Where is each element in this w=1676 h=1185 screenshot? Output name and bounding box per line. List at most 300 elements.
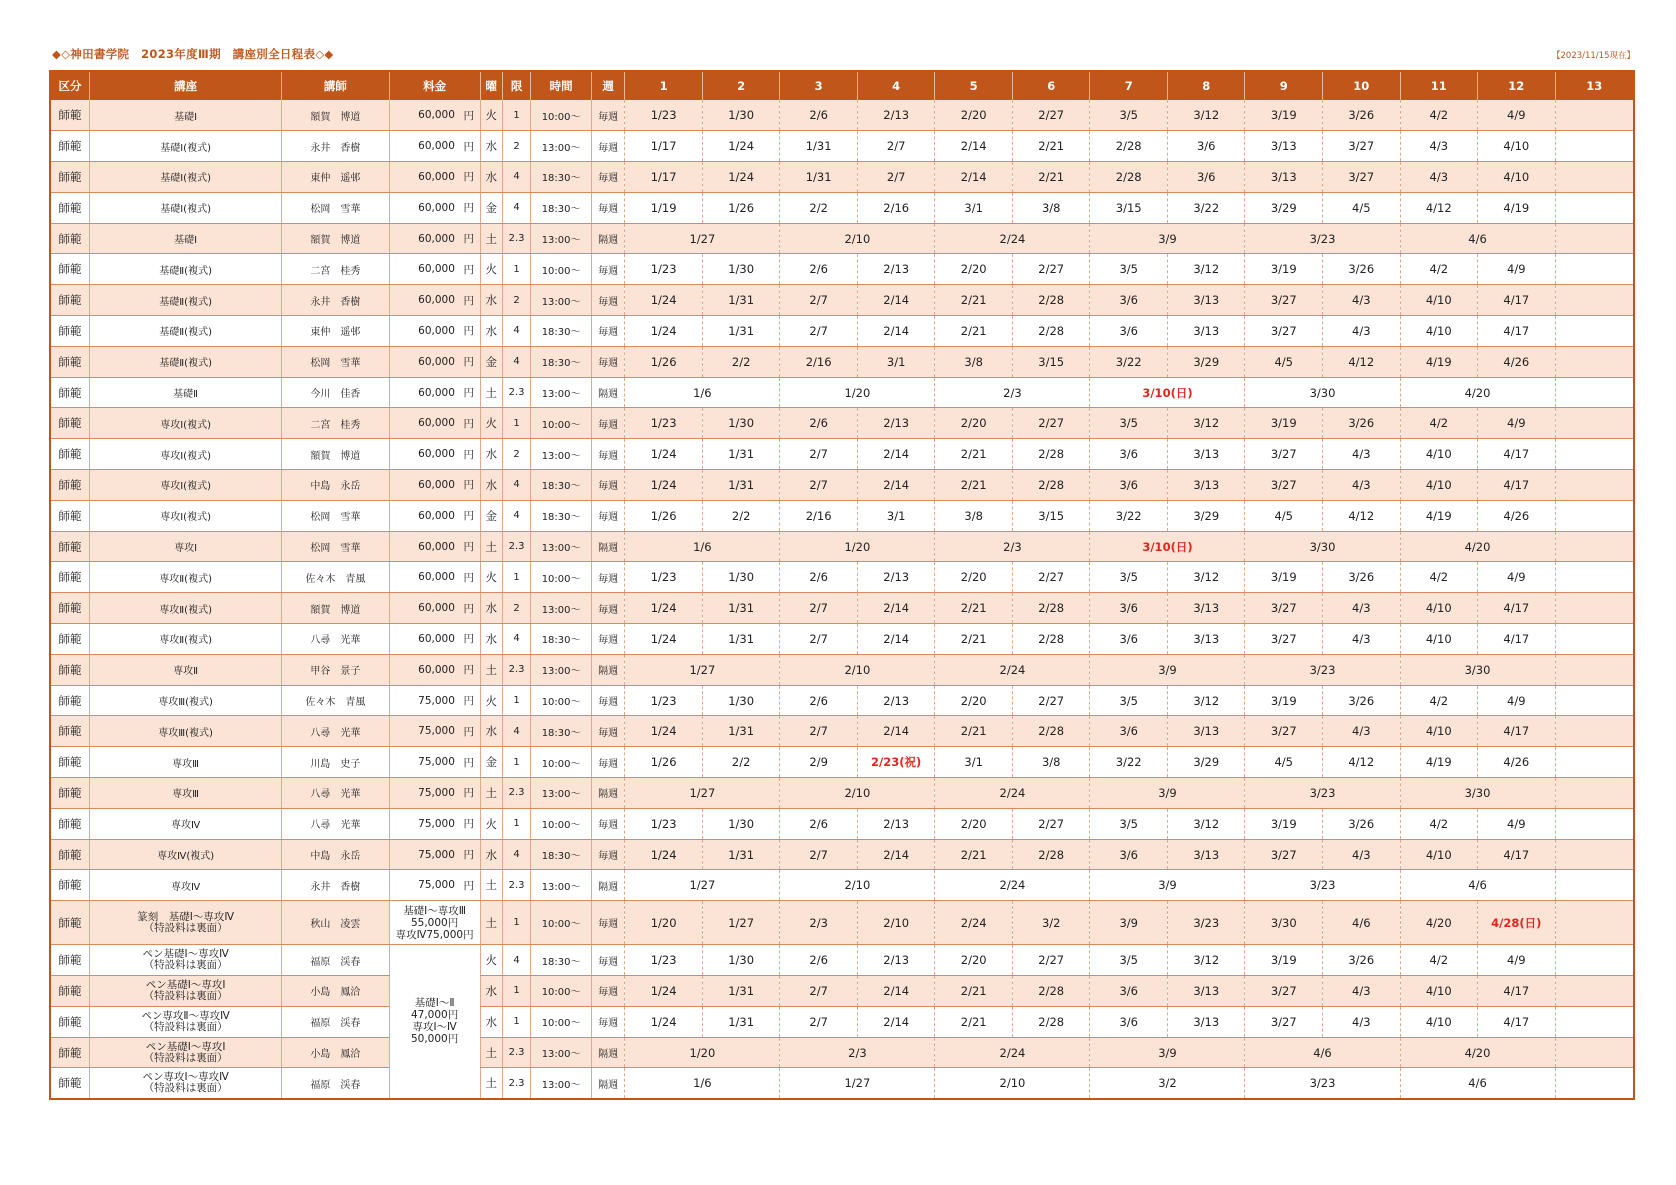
time-cell: 13:00～ <box>531 870 592 901</box>
table-row <box>50 593 1634 624</box>
category-cell: 師範 <box>50 870 89 901</box>
date-cell: 3/19 <box>1245 685 1323 716</box>
fee-cell <box>389 901 480 945</box>
column-header: 曜 <box>480 71 502 100</box>
period-cell: 4 <box>502 316 530 347</box>
date-cell: 2/27 <box>1012 100 1090 131</box>
time-cell: 13:00～ <box>531 439 592 470</box>
course-cell: 基礎Ⅰ(複式) <box>89 162 281 193</box>
date-cell <box>1555 223 1634 254</box>
teacher-cell: 松岡 雪華 <box>282 346 389 377</box>
teacher-cell: 額賀 博道 <box>282 100 389 131</box>
date-cell: 4/10 <box>1400 839 1478 870</box>
course-cell: 基礎Ⅰ(複式) <box>89 131 281 162</box>
time-cell: 18:30～ <box>531 162 592 193</box>
date-cell <box>1555 531 1634 562</box>
date-cell: 4/19 <box>1400 500 1478 531</box>
fee-cell: 60,000 <box>389 223 458 254</box>
date-cell: 1/24 <box>625 439 703 470</box>
frequency-cell: 毎週 <box>591 470 624 501</box>
date-cell: 4/5 <box>1245 500 1323 531</box>
fee-cell: 60,000 <box>389 346 458 377</box>
course-note: （特設料は裏面） <box>143 1020 228 1033</box>
date-cell: 3/2 <box>1012 901 1090 945</box>
date-cell: 2/14 <box>857 1006 935 1037</box>
time-cell: 18:30～ <box>531 192 592 223</box>
date-cell: 4/3 <box>1323 976 1401 1007</box>
date-cell: 3/27 <box>1323 131 1401 162</box>
teacher-cell: 今川 佳香 <box>282 377 389 408</box>
date-cell: 4/10 <box>1400 976 1478 1007</box>
date-cell: 2/21 <box>1012 162 1090 193</box>
period-cell: 4 <box>502 839 530 870</box>
date-cell: 3/13 <box>1167 1006 1245 1037</box>
date-cell: 4/9 <box>1478 100 1556 131</box>
date-cell: 4/9 <box>1478 945 1556 976</box>
teacher-cell: 福原 渓春 <box>282 1068 389 1099</box>
frequency-cell: 毎週 <box>591 945 624 976</box>
period-cell: 4 <box>502 500 530 531</box>
date-cell: 2/27 <box>1012 562 1090 593</box>
period-cell: 1 <box>502 808 530 839</box>
column-header: 4 <box>857 71 935 100</box>
date-cell: 3/6 <box>1090 593 1168 624</box>
course-note: （特設料は裏面） <box>143 959 228 972</box>
date-cell: 3/13 <box>1167 624 1245 655</box>
date-cell: 1/30 <box>702 685 780 716</box>
fee-cell: 60,000 <box>389 408 458 439</box>
date-cell: 3/12 <box>1167 808 1245 839</box>
period-cell: 2.3 <box>502 778 530 809</box>
category-cell: 師範 <box>50 593 89 624</box>
teacher-cell: 東仲 遥邨 <box>282 316 389 347</box>
date-cell: 1/27 <box>625 778 780 809</box>
date-cell: 4/17 <box>1478 285 1556 316</box>
frequency-cell: 毎週 <box>591 839 624 870</box>
fee-cell: 60,000 <box>389 377 458 408</box>
weekday-cell: 土 <box>480 870 502 901</box>
date-cell: 4/26 <box>1478 346 1556 377</box>
category-cell: 師範 <box>50 839 89 870</box>
date-cell: 3/30 <box>1400 654 1555 685</box>
date-cell: 2/3 <box>935 377 1090 408</box>
date-cell: 1/31 <box>702 593 780 624</box>
date-cell: 4/5 <box>1245 747 1323 778</box>
frequency-cell: 毎週 <box>591 346 624 377</box>
category-cell: 師範 <box>50 162 89 193</box>
date-cell: 2/24 <box>935 223 1090 254</box>
fee-line: 55,000円 <box>410 916 459 929</box>
date-cell: 1/31 <box>702 624 780 655</box>
date-cell: 2/7 <box>780 839 858 870</box>
time-cell: 13:00～ <box>531 285 592 316</box>
date-cell: 2/7 <box>780 624 858 655</box>
weekday-cell: 水 <box>480 316 502 347</box>
teacher-cell: 佐々木 青風 <box>282 562 389 593</box>
category-cell: 師範 <box>50 408 89 439</box>
weekday-cell: 土 <box>480 377 502 408</box>
date-cell <box>1555 377 1634 408</box>
weekday-cell: 火 <box>480 945 502 976</box>
date-cell: 1/24 <box>625 839 703 870</box>
date-cell: 3/22 <box>1090 747 1168 778</box>
table-row <box>50 654 1634 685</box>
date-cell: 3/2 <box>1090 1068 1245 1099</box>
column-header: 6 <box>1012 71 1090 100</box>
table-row <box>50 500 1634 531</box>
fee-cell: 60,000 <box>389 316 458 347</box>
table-row <box>50 1006 1634 1037</box>
course-cell: 基礎Ⅱ(複式) <box>89 285 281 316</box>
date-cell: 1/26 <box>625 346 703 377</box>
fee-cell: 60,000 <box>389 470 458 501</box>
frequency-cell: 毎週 <box>591 808 624 839</box>
weekday-cell: 火 <box>480 562 502 593</box>
date-cell: 3/8 <box>1012 747 1090 778</box>
date-cell: 1/31 <box>780 131 858 162</box>
date-cell <box>1555 562 1634 593</box>
column-header: 週 <box>591 71 624 100</box>
weekday-cell: 火 <box>480 254 502 285</box>
table-row <box>50 945 1634 976</box>
date-cell: 4/3 <box>1323 439 1401 470</box>
frequency-cell: 毎週 <box>591 976 624 1007</box>
date-cell: 3/5 <box>1090 808 1168 839</box>
date-cell: 3/6 <box>1090 285 1168 316</box>
fee-cell: 75,000 <box>389 685 458 716</box>
date-cell: 1/23 <box>625 408 703 439</box>
period-cell: 2 <box>502 439 530 470</box>
date-cell: 1/24 <box>625 470 703 501</box>
column-header: 講師 <box>282 71 389 100</box>
date-cell: 1/30 <box>702 408 780 439</box>
date-cell: 3/12 <box>1167 685 1245 716</box>
fee-unit-cell: 円 <box>458 839 480 870</box>
course-cell <box>89 976 281 1007</box>
date-cell: 2/6 <box>780 808 858 839</box>
date-cell: 1/24 <box>625 716 703 747</box>
date-cell <box>1555 316 1634 347</box>
period-cell: 4 <box>502 716 530 747</box>
fee-cell: 60,000 <box>389 254 458 285</box>
date-cell: 1/17 <box>625 131 703 162</box>
date-cell: 1/20 <box>625 1037 780 1068</box>
date-cell: 3/13 <box>1167 976 1245 1007</box>
fee-unit-cell: 円 <box>458 624 480 655</box>
date-cell: 2/21 <box>1012 131 1090 162</box>
date-cell: 4/5 <box>1323 192 1401 223</box>
date-cell: 3/12 <box>1167 562 1245 593</box>
date-cell: 2/28 <box>1012 470 1090 501</box>
frequency-cell: 毎週 <box>591 254 624 285</box>
course-name: ペン専攻Ⅰ～専攻Ⅳ <box>142 1071 229 1084</box>
date-cell: 3/6 <box>1090 624 1168 655</box>
date-cell: 2/20 <box>935 408 1013 439</box>
period-cell: 1 <box>502 408 530 439</box>
category-cell: 師範 <box>50 470 89 501</box>
time-cell: 10:00～ <box>531 408 592 439</box>
as-of-date: 【2023/11/15現在】 <box>1552 51 1635 61</box>
period-cell: 2 <box>502 593 530 624</box>
time-cell: 18:30～ <box>531 500 592 531</box>
date-cell: 3/13 <box>1167 470 1245 501</box>
date-cell: 1/23 <box>625 254 703 285</box>
date-cell: 4/3 <box>1400 131 1478 162</box>
fee-cell: 75,000 <box>389 747 458 778</box>
date-cell: 1/23 <box>625 808 703 839</box>
date-cell: 3/8 <box>935 346 1013 377</box>
date-cell: 3/27 <box>1245 976 1323 1007</box>
date-cell: 3/6 <box>1090 839 1168 870</box>
weekday-cell: 水 <box>480 624 502 655</box>
date-cell: 2/14 <box>857 470 935 501</box>
date-cell: 1/19 <box>625 192 703 223</box>
date-cell: 2/20 <box>935 808 1013 839</box>
date-cell <box>1555 285 1634 316</box>
date-cell: 3/23 <box>1245 1068 1400 1099</box>
teacher-cell: 永井 香樹 <box>282 870 389 901</box>
time-cell: 10:00～ <box>531 685 592 716</box>
category-cell: 師範 <box>50 377 89 408</box>
course-cell: 専攻Ⅲ(複式) <box>89 716 281 747</box>
date-cell: 4/9 <box>1478 562 1556 593</box>
date-cell <box>1555 976 1634 1007</box>
fee-unit-cell: 円 <box>458 685 480 716</box>
date-cell: 2/7 <box>857 162 935 193</box>
date-cell: 4/26 <box>1478 500 1556 531</box>
date-cell: 3/13 <box>1167 439 1245 470</box>
date-cell: 1/24 <box>625 1006 703 1037</box>
fee-cell: 75,000 <box>389 808 458 839</box>
course-cell <box>89 1037 281 1068</box>
date-cell: 3/13 <box>1167 839 1245 870</box>
date-cell: 4/6 <box>1400 223 1555 254</box>
date-cell: 3/26 <box>1323 945 1401 976</box>
category-cell: 師範 <box>50 945 89 976</box>
date-cell: 3/12 <box>1167 408 1245 439</box>
weekday-cell: 水 <box>480 716 502 747</box>
date-cell: 3/30 <box>1245 377 1400 408</box>
date-cell <box>1555 901 1634 945</box>
fee-unit-cell: 円 <box>458 285 480 316</box>
date-cell: 4/2 <box>1400 408 1478 439</box>
course-cell: 専攻Ⅳ(複式) <box>89 839 281 870</box>
teacher-cell: 松岡 雪華 <box>282 192 389 223</box>
teacher-cell: 東仲 遥邨 <box>282 162 389 193</box>
time-cell: 18:30～ <box>531 624 592 655</box>
date-cell: 4/3 <box>1323 624 1401 655</box>
column-header: 11 <box>1400 71 1478 100</box>
date-cell: 3/23 <box>1245 223 1400 254</box>
date-cell <box>1555 470 1634 501</box>
date-cell: 4/17 <box>1478 316 1556 347</box>
date-cell: 2/9 <box>780 747 858 778</box>
weekday-cell: 水 <box>480 162 502 193</box>
date-cell: 3/19 <box>1245 100 1323 131</box>
category-cell: 師範 <box>50 192 89 223</box>
course-cell: 基礎Ⅱ(複式) <box>89 316 281 347</box>
date-cell: 3/6 <box>1090 1006 1168 1037</box>
course-cell: 基礎Ⅰ(複式) <box>89 192 281 223</box>
table-row <box>50 901 1634 945</box>
teacher-cell: 松岡 雪華 <box>282 531 389 562</box>
date-cell: 4/19 <box>1400 747 1478 778</box>
date-cell: 2/13 <box>857 100 935 131</box>
date-cell: 3/23 <box>1245 778 1400 809</box>
date-cell: 1/27 <box>780 1068 935 1099</box>
date-cell: 3/6 <box>1167 131 1245 162</box>
weekday-cell: 水 <box>480 976 502 1007</box>
frequency-cell: 隔週 <box>591 223 624 254</box>
date-cell: 4/12 <box>1323 346 1401 377</box>
table-row <box>50 223 1634 254</box>
weekday-cell: 火 <box>480 685 502 716</box>
date-cell: 3/5 <box>1090 254 1168 285</box>
date-cell: 3/5 <box>1090 408 1168 439</box>
frequency-cell: 毎週 <box>591 1006 624 1037</box>
time-cell: 13:00～ <box>531 223 592 254</box>
date-cell: 2/20 <box>935 562 1013 593</box>
date-cell: 4/9 <box>1478 254 1556 285</box>
date-cell <box>1555 1068 1634 1099</box>
time-cell: 10:00～ <box>531 562 592 593</box>
time-cell: 13:00～ <box>531 654 592 685</box>
fee-cell: 75,000 <box>389 778 458 809</box>
date-cell: 3/19 <box>1245 254 1323 285</box>
date-cell: 3/13 <box>1167 593 1245 624</box>
header-row <box>50 71 1634 100</box>
fee-cell: 60,000 <box>389 654 458 685</box>
date-cell: 1/30 <box>702 562 780 593</box>
time-cell: 10:00～ <box>531 254 592 285</box>
date-cell: 2/14 <box>857 839 935 870</box>
date-cell: 2/13 <box>857 408 935 439</box>
date-cell: 2/2 <box>702 500 780 531</box>
course-name: ペン基礎Ⅰ～専攻Ⅳ <box>142 948 229 961</box>
course-cell: 基礎Ⅱ <box>89 377 281 408</box>
frequency-cell: 毎週 <box>591 716 624 747</box>
pen-fee-cell <box>389 945 480 1099</box>
course-note: （特設料は裏面） <box>143 1082 228 1095</box>
course-cell: 専攻Ⅳ <box>89 808 281 839</box>
date-cell: 1/24 <box>702 162 780 193</box>
course-cell <box>89 901 281 945</box>
weekday-cell: 火 <box>480 100 502 131</box>
date-cell: 2/2 <box>702 747 780 778</box>
category-cell: 師範 <box>50 716 89 747</box>
table-row <box>50 470 1634 501</box>
date-cell: 3/27 <box>1323 162 1401 193</box>
weekday-cell: 土 <box>480 654 502 685</box>
fee-cell: 75,000 <box>389 716 458 747</box>
frequency-cell: 毎週 <box>591 100 624 131</box>
weekday-cell: 金 <box>480 192 502 223</box>
date-cell: 4/3 <box>1323 316 1401 347</box>
fee-unit-cell: 円 <box>458 808 480 839</box>
date-cell: 3/19 <box>1245 408 1323 439</box>
frequency-cell: 毎週 <box>591 747 624 778</box>
category-cell: 師範 <box>50 254 89 285</box>
frequency-cell: 毎週 <box>591 285 624 316</box>
date-cell: 3/9 <box>1090 778 1245 809</box>
date-cell: 2/7 <box>780 439 858 470</box>
date-cell: 2/13 <box>857 945 935 976</box>
time-cell: 10:00～ <box>531 747 592 778</box>
date-cell: 4/17 <box>1478 470 1556 501</box>
date-cell: 1/24 <box>625 316 703 347</box>
date-cell: 4/2 <box>1400 254 1478 285</box>
date-cell: 2/10 <box>780 654 935 685</box>
teacher-cell: 永井 香樹 <box>282 131 389 162</box>
course-cell: 専攻Ⅱ(複式) <box>89 624 281 655</box>
date-cell: 3/12 <box>1167 254 1245 285</box>
date-cell: 3/27 <box>1245 470 1323 501</box>
date-cell <box>1555 346 1634 377</box>
date-cell: 1/23 <box>625 562 703 593</box>
period-cell: 2.3 <box>502 870 530 901</box>
table-row <box>50 192 1634 223</box>
date-cell: 1/23 <box>625 685 703 716</box>
date-cell: 3/29 <box>1167 346 1245 377</box>
category-cell: 師範 <box>50 285 89 316</box>
date-cell: 2/27 <box>1012 254 1090 285</box>
table-row <box>50 976 1634 1007</box>
course-name: ペン基礎Ⅰ～専攻Ⅰ <box>145 1040 226 1053</box>
date-cell: 3/13 <box>1167 316 1245 347</box>
date-cell: 4/12 <box>1323 500 1401 531</box>
course-cell: 専攻Ⅰ(複式) <box>89 470 281 501</box>
frequency-cell: 隔週 <box>591 531 624 562</box>
time-cell: 13:00～ <box>531 377 592 408</box>
weekday-cell: 土 <box>480 901 502 945</box>
date-cell: 3/26 <box>1323 562 1401 593</box>
date-cell: 2/24 <box>935 778 1090 809</box>
date-cell: 3/5 <box>1090 685 1168 716</box>
fee-line: 専攻Ⅳ75,000円 <box>395 928 474 941</box>
period-cell: 2.3 <box>502 223 530 254</box>
date-cell: 1/30 <box>702 945 780 976</box>
date-cell: 4/10 <box>1400 285 1478 316</box>
period-cell: 1 <box>502 254 530 285</box>
fee-cell: 75,000 <box>389 870 458 901</box>
category-cell: 師範 <box>50 624 89 655</box>
date-cell: 4/2 <box>1400 685 1478 716</box>
date-cell: 1/31 <box>702 470 780 501</box>
date-cell <box>1555 945 1634 976</box>
date-cell: 4/9 <box>1478 808 1556 839</box>
fee-cell: 60,000 <box>389 439 458 470</box>
time-cell: 10:00～ <box>531 1006 592 1037</box>
date-cell: 1/6 <box>625 531 780 562</box>
period-cell: 4 <box>502 624 530 655</box>
date-cell: 2/28 <box>1012 716 1090 747</box>
date-cell: 3/23 <box>1245 870 1400 901</box>
weekday-cell: 水 <box>480 285 502 316</box>
date-cell: 4/12 <box>1323 747 1401 778</box>
date-cell: 3/13 <box>1245 162 1323 193</box>
category-cell: 師範 <box>50 316 89 347</box>
date-cell: 2/28 <box>1090 131 1168 162</box>
course-cell: 専攻Ⅱ(複式) <box>89 562 281 593</box>
teacher-cell: 中島 永岳 <box>282 470 389 501</box>
teacher-cell: 額賀 博道 <box>282 223 389 254</box>
category-cell: 師範 <box>50 1037 89 1068</box>
date-cell <box>1555 254 1634 285</box>
date-cell <box>1555 747 1634 778</box>
date-cell <box>1555 778 1634 809</box>
table-row <box>50 346 1634 377</box>
teacher-cell: 秋山 凌雲 <box>282 901 389 945</box>
